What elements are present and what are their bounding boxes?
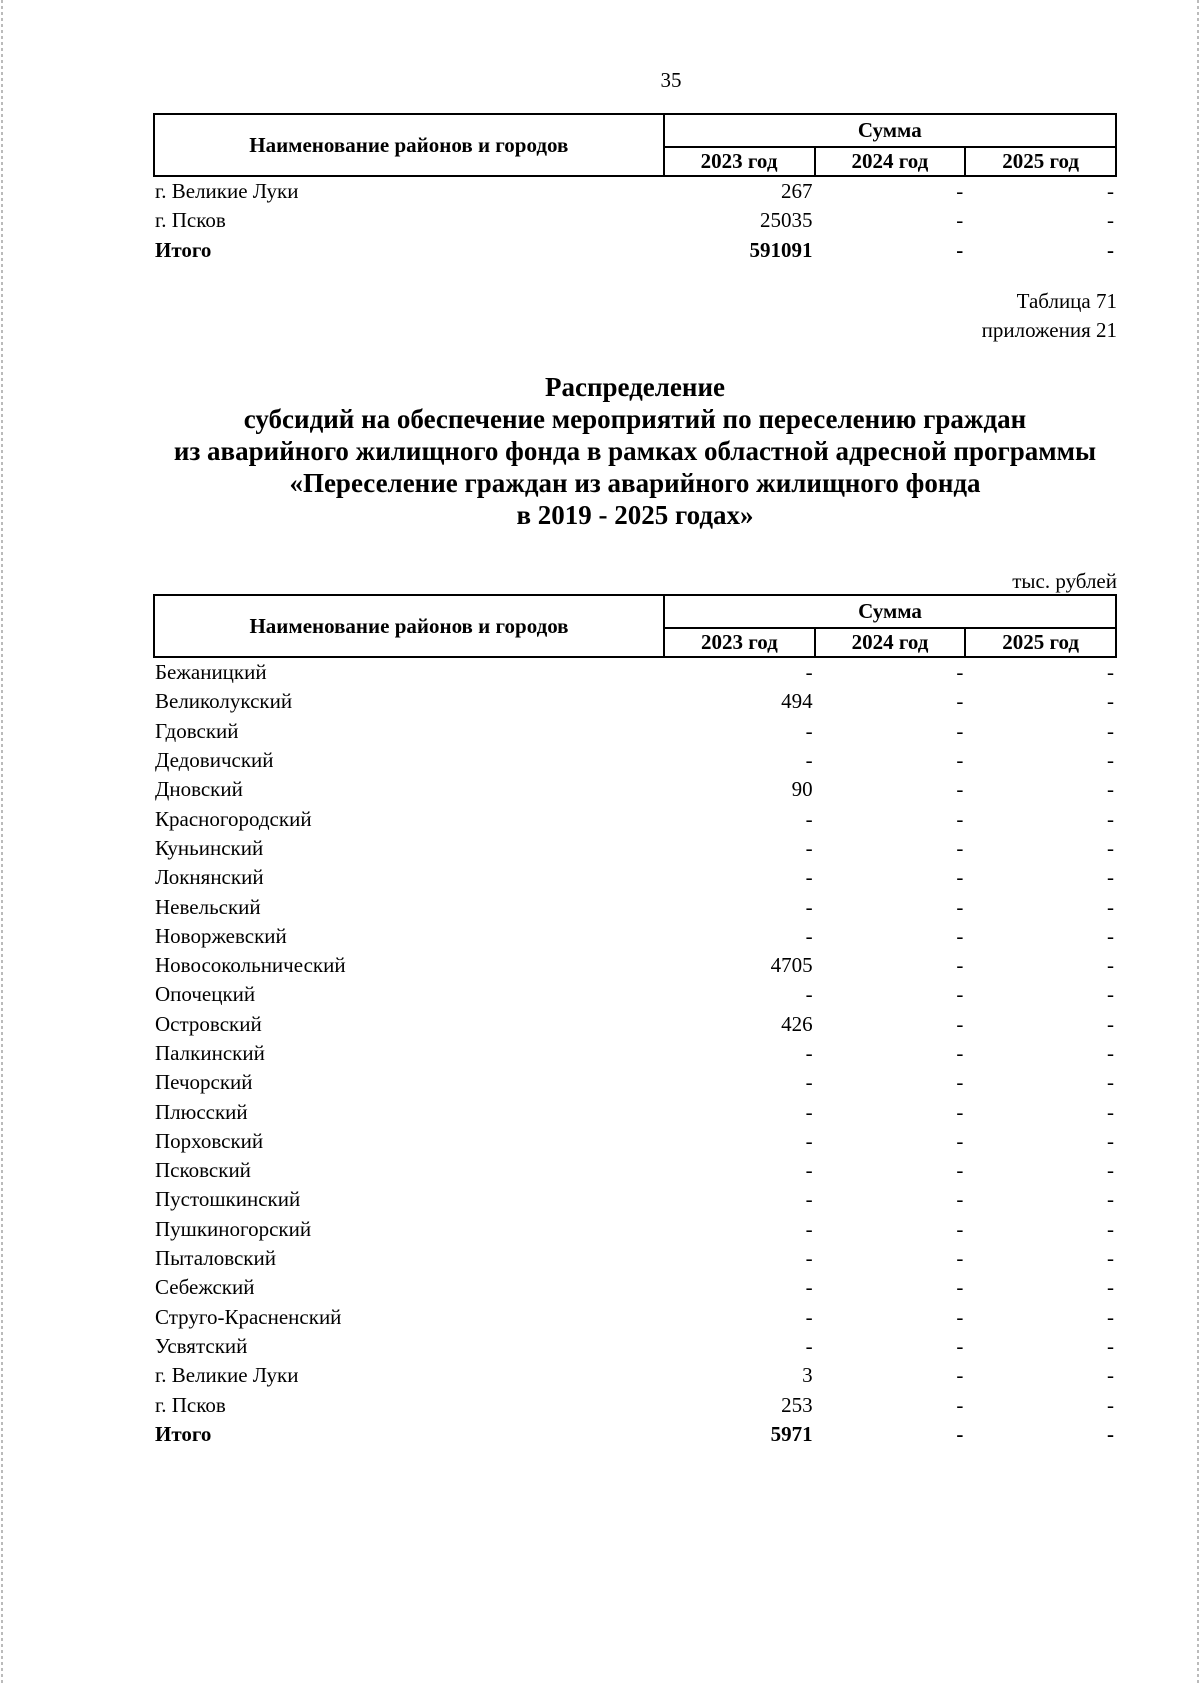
table-row: [154, 717, 1116, 746]
column-header-name: Наименование районов и городов: [154, 595, 664, 657]
cell-2025: -: [1107, 1392, 1114, 1417]
table-reference: [982, 287, 1117, 345]
total-row: [154, 236, 1116, 265]
table-row: [154, 1097, 1116, 1126]
cell-name: Дновский: [155, 777, 243, 802]
table-row: [154, 892, 1116, 921]
cell-name: Новоржевский: [155, 923, 287, 948]
cell-2025: -: [1107, 1187, 1114, 1212]
cell-name: Куньинский: [155, 835, 264, 860]
cell-name: Печорский: [155, 1070, 253, 1095]
table-row: [154, 775, 1116, 804]
cell-2025: -: [1107, 1070, 1114, 1095]
table-number: Таблица 71: [1016, 289, 1117, 313]
cell-2023: -: [805, 835, 813, 860]
cell-2024: -: [956, 777, 964, 802]
cell-2025: -: [1107, 953, 1114, 978]
cell-2025: -: [1107, 1011, 1114, 1036]
cell-name: Пустошкинский: [155, 1187, 301, 1212]
table-row: [154, 1185, 1116, 1214]
cell-name: Себежский: [155, 1275, 255, 1300]
cell-2025: -: [1107, 1158, 1114, 1183]
heading-line: в 2019 - 2025 годах»: [516, 500, 754, 530]
cell-name: Локнянский: [155, 865, 264, 890]
cell-2024: -: [956, 1246, 964, 1271]
table-row: [154, 176, 1116, 206]
cell-name: Усвятский: [155, 1333, 248, 1358]
cell-2025: -: [1107, 777, 1114, 802]
table-row: [154, 1390, 1116, 1419]
cell-2025: -: [1107, 1216, 1114, 1241]
document-heading: [140, 371, 1130, 531]
cell-2025: -: [1107, 982, 1114, 1007]
cell-2025: -: [1107, 237, 1114, 262]
cell-2024: -: [956, 1041, 964, 1065]
cell-2025: -: [1107, 835, 1114, 860]
cell-2024: -: [956, 1392, 964, 1417]
cell-2025: -: [1107, 718, 1114, 743]
cell-2025: -: [1107, 179, 1114, 204]
cell-2024: -: [956, 835, 964, 860]
cell-2023: 267: [781, 179, 813, 204]
cell-2024: -: [956, 806, 964, 831]
table-row: [154, 1127, 1116, 1156]
column-header-name: Наименование районов и городов: [154, 114, 664, 176]
column-header-2023: 2023 год: [664, 628, 815, 657]
cell-2023: -: [805, 1275, 813, 1300]
cell-2023: 25035: [760, 208, 813, 233]
cell-2025: -: [1107, 923, 1114, 948]
cell-2024: -: [956, 923, 964, 948]
cell-2023: -: [805, 1216, 813, 1241]
table-row: [154, 1273, 1116, 1302]
cell-2025: -: [1107, 1246, 1114, 1271]
cell-2023: 426: [781, 1011, 813, 1036]
cell-2023: 591091: [749, 237, 813, 262]
table-body: [154, 657, 1116, 1449]
cell-2023: 253: [781, 1392, 813, 1417]
cell-2024: -: [956, 1363, 964, 1388]
cell-2023: -: [805, 718, 813, 743]
cell-2024: -: [956, 982, 964, 1007]
heading-line: из аварийного жилищного фонда в рамках областной адресной программы: [173, 436, 1097, 466]
heading-line: Распределение: [544, 372, 726, 402]
column-header-2025: 2025 год: [965, 147, 1116, 176]
cell-2024: -: [956, 208, 964, 233]
cell-name: Пушкиногорский: [155, 1216, 312, 1241]
cell-2025: -: [1107, 1275, 1114, 1300]
cell-name: Порховский: [155, 1128, 264, 1153]
cell-2024: -: [956, 1216, 964, 1241]
table-row: [154, 863, 1116, 892]
cell-2023: 3: [802, 1363, 813, 1388]
cell-2025: -: [1107, 689, 1114, 714]
cell-name: г. Псков: [155, 208, 226, 233]
table-row: [154, 1010, 1116, 1039]
table-row: [154, 1068, 1116, 1097]
scan-edge-right: [1197, 0, 1199, 1686]
table-row: [154, 1039, 1116, 1068]
cell-2023: -: [805, 806, 813, 831]
cell-2023: 4705: [770, 953, 813, 978]
table-row: [154, 980, 1116, 1009]
cell-2024: -: [956, 1158, 964, 1183]
page-number: 35: [660, 68, 682, 92]
cell-2024: -: [956, 1304, 964, 1329]
heading-line: «Переселение граждан из аварийного жилищного фонда: [289, 468, 981, 498]
cell-2024: -: [956, 1128, 964, 1153]
table-row: [154, 834, 1116, 863]
cell-2024: -: [956, 1275, 964, 1300]
cell-2023: -: [805, 1187, 813, 1212]
column-header-sum: Сумма: [664, 114, 1116, 147]
table-row: [154, 746, 1116, 775]
cell-2025: -: [1107, 1304, 1114, 1329]
table-row: [154, 1303, 1116, 1332]
cell-name: Итого: [155, 237, 212, 262]
cell-2023: -: [805, 1333, 813, 1358]
units-label: тыс. рублей: [1012, 569, 1117, 593]
table-row: [154, 687, 1116, 716]
cell-name: Новосокольнический: [155, 953, 346, 978]
column-header-2024: 2024 год: [815, 147, 966, 176]
column-header-sum: Сумма: [664, 595, 1116, 628]
cell-2023: -: [805, 1041, 813, 1065]
cell-name: Псковский: [155, 1158, 251, 1183]
cell-2023: 90: [791, 777, 813, 802]
cell-2024: -: [956, 1011, 964, 1036]
cell-2024: -: [956, 953, 964, 978]
cell-2024: -: [956, 865, 964, 890]
cell-2024: -: [956, 1099, 964, 1124]
cell-2025: -: [1107, 748, 1114, 773]
cell-2025: -: [1107, 1128, 1114, 1153]
cell-2023: -: [805, 748, 813, 773]
cell-2023: -: [805, 982, 813, 1007]
table-row: [154, 1156, 1116, 1185]
cell-name: Великолукский: [155, 689, 293, 714]
cell-name: г. Псков: [155, 1392, 226, 1417]
table-row: [154, 657, 1116, 687]
cell-name: Невельский: [155, 894, 261, 919]
cell-2024: -: [956, 689, 964, 714]
cell-2024: -: [956, 179, 964, 204]
cell-2024: -: [956, 237, 964, 262]
cell-name: Островский: [155, 1011, 262, 1036]
cell-2025: -: [1107, 894, 1114, 919]
cell-2025: -: [1107, 660, 1114, 685]
cell-2024: -: [956, 748, 964, 773]
cell-2023: -: [805, 923, 813, 948]
cell-2023: -: [805, 1099, 813, 1124]
cell-2023: -: [805, 1246, 813, 1271]
cell-name: Красногородский: [155, 806, 312, 831]
total-row: [154, 1420, 1116, 1449]
distribution-table: [153, 594, 1117, 1449]
column-header-2023: 2023 год: [664, 147, 815, 176]
cell-name: Палкинский: [155, 1041, 265, 1065]
cell-2025: -: [1107, 865, 1114, 890]
cell-2023: -: [805, 1304, 813, 1329]
cell-name: Пыталовский: [155, 1246, 276, 1271]
cell-2023: -: [805, 660, 813, 685]
cell-2025: -: [1107, 1041, 1114, 1065]
cell-2023: 5971: [770, 1421, 813, 1446]
table-row: [154, 1244, 1116, 1273]
table-body: [154, 176, 1116, 265]
table-row: [154, 951, 1116, 980]
cell-2025: -: [1107, 806, 1114, 831]
cell-2023: -: [805, 1128, 813, 1153]
cell-name: Итого: [155, 1421, 212, 1446]
cell-2024: -: [956, 660, 964, 685]
cell-2023: 494: [781, 689, 813, 714]
table-row: [154, 922, 1116, 951]
column-header-2025: 2025 год: [965, 628, 1116, 657]
cell-name: Опочецкий: [155, 982, 256, 1007]
cell-name: Струго-Красненский: [155, 1304, 342, 1329]
table-row: [154, 1215, 1116, 1244]
cell-name: Дедовичский: [155, 748, 274, 773]
cell-2024: -: [956, 1421, 964, 1446]
cell-2024: -: [956, 1187, 964, 1212]
cell-2025: -: [1107, 1099, 1114, 1124]
cell-name: г. Великие Луки: [155, 1363, 299, 1388]
cell-2023: -: [805, 1158, 813, 1183]
cell-2025: -: [1107, 208, 1114, 233]
cell-2023: -: [805, 1070, 813, 1095]
cell-2025: -: [1107, 1421, 1114, 1446]
cell-2025: -: [1107, 1363, 1114, 1388]
appendix-number: приложения 21: [981, 318, 1117, 342]
cell-2023: -: [805, 865, 813, 890]
table-row: [154, 206, 1116, 235]
cell-2024: -: [956, 894, 964, 919]
cell-name: Бежаницкий: [155, 660, 267, 685]
cell-name: г. Великие Луки: [155, 179, 299, 204]
cell-2023: -: [805, 894, 813, 919]
scan-edge-left: [1, 0, 3, 1686]
cell-name: Плюсский: [155, 1099, 248, 1124]
cell-2025: -: [1107, 1333, 1114, 1358]
column-header-2024: 2024 год: [815, 628, 966, 657]
table-row: [154, 1361, 1116, 1390]
cell-2024: -: [956, 718, 964, 743]
table-row: [154, 1332, 1116, 1361]
heading-line: субсидий на обеспечение мероприятий по переселению граждан: [243, 404, 1027, 434]
cell-2024: -: [956, 1333, 964, 1358]
cell-2024: -: [956, 1070, 964, 1095]
table-row: [154, 804, 1116, 833]
continued-table: [153, 113, 1117, 265]
cell-name: Гдовский: [155, 718, 239, 743]
